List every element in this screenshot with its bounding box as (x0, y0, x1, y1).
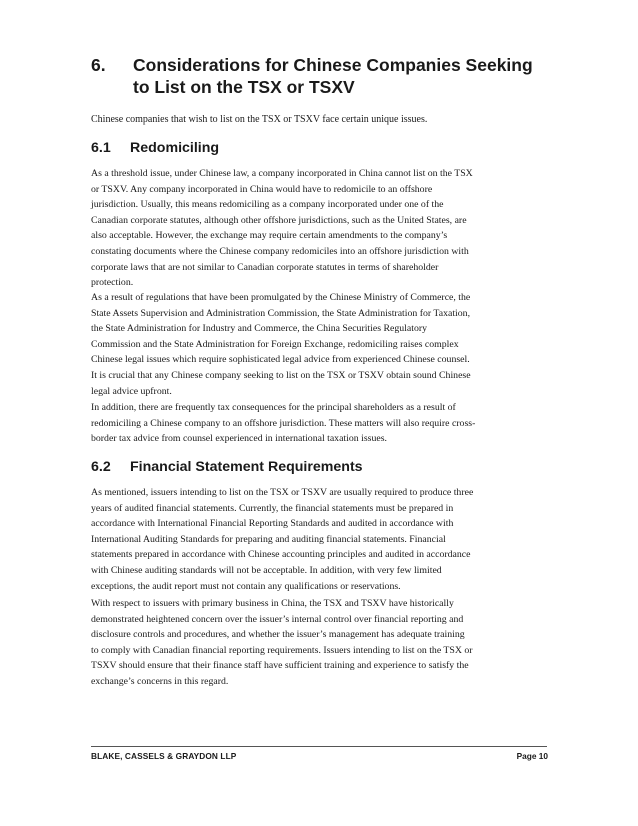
redomiciling-paragraph-2 (91, 290, 551, 399)
text-line: redomiciling a Chinese company to an offshore jurisdiction. These matters will also require cross- (91, 417, 476, 429)
section-6-1-number: 6.1 (91, 140, 111, 156)
section-6-title-line2: to List on the TSX or TSXV (133, 77, 355, 97)
redomiciling-paragraph-1 (91, 166, 551, 291)
text-line: border tax advice from counsel experienced in international taxation issues. (91, 433, 387, 445)
text-line: the State Administration for Industry and Commerce, the China Securities Regulatory (91, 323, 428, 335)
text-line: with Chinese auditing standards will not be acceptable. In addition, with very few limited (91, 564, 442, 576)
text-line: It is crucial that any Chinese company seeking to list on the TSX or TSXV obtain sound Chinese (91, 369, 471, 381)
text-line: Chinese legal issues which require sophisticated legal advice from experienced Chinese counsel. (91, 354, 470, 366)
section-6-title (133, 54, 563, 98)
footer-divider (91, 746, 547, 747)
text-line: or TSXV. Any company incorporated in China would have to redomicile to an offshore (91, 183, 433, 195)
text-line: protection. (91, 277, 134, 289)
text-line: As a threshold issue, under Chinese law, a company incorporated in China cannot list on the TSX (91, 168, 473, 179)
text-line: to comply with Canadian financial reporting requirements. Issuers intending to list on the TSX or (91, 644, 473, 656)
text-line: demonstrated heightened concern over the issuer’s internal control over financial reporting and (91, 613, 464, 625)
text-line: disclosure controls and procedures, and whether the issuer’s management has adequate training (91, 629, 465, 641)
financial-statements-paragraph-1 (91, 485, 551, 594)
redomiciling-paragraph-3 (91, 400, 551, 447)
financial-statements-paragraph-2 (91, 596, 551, 690)
footer-page-number: Page 10 (516, 751, 548, 761)
section-6-number: 6. (91, 55, 106, 75)
section-6-2-number: 6.2 (91, 459, 111, 475)
text-line: State Assets Supervision and Administration Commission, the State Administration for Taxation, (91, 307, 471, 319)
section-6-intro: Chinese companies that wish to list on the TSX or TSXV face certain unique issues. (91, 114, 428, 125)
text-line: jurisdiction. Usually, this means redomiciling as a company incorporated under one of the (91, 199, 444, 211)
text-line: accordance with International Financial Reporting Standards and audited in accordance with (91, 518, 454, 530)
text-line: In addition, there are frequently tax consequences for the principal shareholders as a result of (91, 402, 456, 413)
section-6-title-line1: Considerations for Chinese Companies Seeking (133, 55, 533, 75)
text-line: As a result of regulations that have been promulgated by the Chinese Ministry of Commerce, the (91, 292, 471, 303)
text-line: Commission and the State Administration for Foreign Exchange, redomiciling raises complex (91, 338, 459, 350)
text-line: As mentioned, issuers intending to list on the TSX or TSXV are usually required to produce three (91, 487, 474, 498)
text-line: legal advice upfront. (91, 385, 172, 397)
text-line: International Auditing Standards for preparing and auditing financial statements. Financial (91, 533, 446, 545)
text-line: exceptions, the audit report must not contain any qualifications or reservations. (91, 580, 401, 592)
text-line: also acceptable. However, the exchange may require certain amendments to the company’s (91, 230, 448, 242)
text-line: With respect to issuers with primary business in China, the TSX and TSXV have historically (91, 598, 454, 609)
section-6-1-title: Redomiciling (130, 140, 220, 156)
text-line: Canadian corporate statutes, although other offshore jurisdictions, such as the United States, are (91, 214, 467, 226)
footer-firm-name: BLAKE, CASSELS & GRAYDON LLP (91, 751, 237, 761)
text-line: years of audited financial statements. Currently, the financial statements must be prepared in (91, 502, 454, 514)
text-line: statements prepared in accordance with Chinese accounting principles and audited in accordance (91, 549, 471, 561)
section-6-2-title: Financial Statement Requirements (130, 459, 363, 475)
text-line: corporate laws that are not similar to Canadian corporate statutes in terms of shareholder (91, 261, 439, 273)
text-line: TSXV should ensure that their finance staff have sufficient training and experience to satisfy the (91, 660, 469, 672)
text-line: exchange’s concerns in this regard. (91, 675, 229, 687)
text-line: constating documents where the Chinese company redomiciles into an offshore jurisdiction with (91, 245, 469, 257)
